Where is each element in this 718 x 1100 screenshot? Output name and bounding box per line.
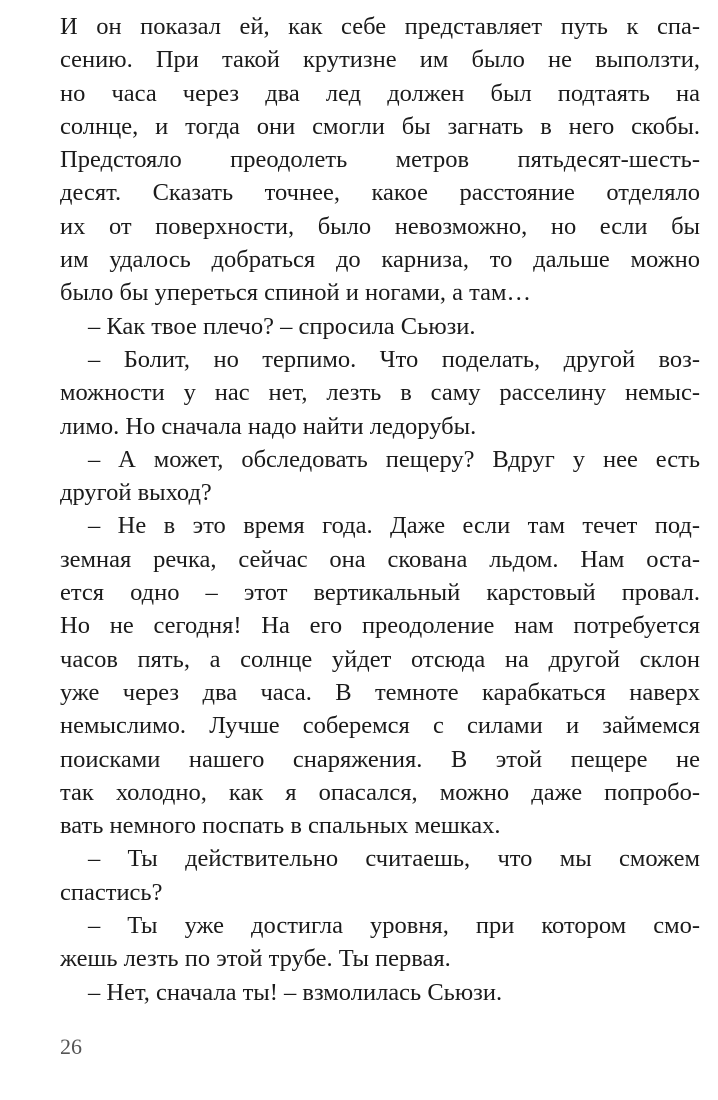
- text-line: часов пять, а солнце уйдет отсюда на другой склон: [60, 645, 700, 673]
- text-line: уже через два часа. В темноте карабкаться наверх: [60, 678, 700, 706]
- text-line: – Ты действительно считаешь, что мы сможем: [88, 845, 700, 873]
- text-line: но часа через два лед должен был подтаять на: [60, 79, 700, 107]
- text-line: солнце, и тогда они смогли бы загнать в него скобы.: [60, 112, 700, 140]
- text-line: жешь лезть по этой трубе. Ты первая.: [60, 945, 451, 973]
- text-line: немыслимо. Лучше соберемся с силами и займемся: [60, 712, 700, 740]
- text-line: – А может, обследовать пещеру? Вдруг у нее есть: [88, 445, 700, 473]
- text-line: Но не сегодня! На его преодоление нам потребуется: [60, 612, 700, 640]
- text-line: – Как твое плечо? – спросила Сьюзи.: [88, 312, 476, 340]
- paragraph: [60, 343, 700, 443]
- paragraph: [60, 976, 700, 1009]
- paragraph: [60, 909, 700, 976]
- text-line: земная речка, сейчас она скована льдом. Нам оста-: [60, 545, 700, 573]
- text-line: лимо. Но сначала надо найти ледорубы.: [60, 412, 477, 440]
- paragraph: [60, 509, 700, 842]
- text-line: – Ты уже достигла уровня, при котором смо-: [88, 912, 700, 940]
- text-line: – Не в это время года. Даже если там течет под-: [88, 512, 700, 540]
- paragraph: [60, 10, 700, 310]
- text-line: десят. Сказать точнее, какое расстояние отделяло: [60, 179, 700, 207]
- page-text: [60, 10, 700, 1009]
- paragraph: [60, 310, 700, 343]
- text-line: Предстояло преодолеть метров пятьдесят-шесть-: [60, 146, 700, 174]
- text-line: – Нет, сначала ты! – взмолилась Сьюзи.: [88, 978, 503, 1006]
- text-line: поисками нашего снаряжения. В этой пещере не: [60, 745, 700, 773]
- text-line: И он показал ей, как себе представляет путь к спа-: [60, 13, 700, 40]
- paragraph: [60, 443, 700, 510]
- text-line: им удалось добраться до карниза, то дальше можно: [60, 246, 700, 274]
- text-line: их от поверхности, было невозможно, но если бы: [60, 212, 700, 240]
- text-line: ется одно – этот вертикальный карстовый провал.: [60, 579, 700, 607]
- text-line: можности у нас нет, лезть в саму расселину немыс-: [60, 379, 700, 407]
- text-line: так холодно, как я опасался, можно даже попробо-: [60, 778, 700, 806]
- text-line: спастись?: [60, 878, 163, 906]
- text-line: вать немного поспать в спальных мешках.: [60, 812, 501, 840]
- text-line: другой выход?: [60, 479, 212, 507]
- text-line: было бы упереться спиной и ногами, а там…: [60, 279, 532, 307]
- page-number: 26: [60, 1034, 82, 1059]
- text-line: сению. При такой крутизне им было не выползти,: [60, 46, 700, 74]
- text-line: – Болит, но терпимо. Что поделать, другой воз-: [88, 345, 700, 373]
- paragraph: [60, 842, 700, 909]
